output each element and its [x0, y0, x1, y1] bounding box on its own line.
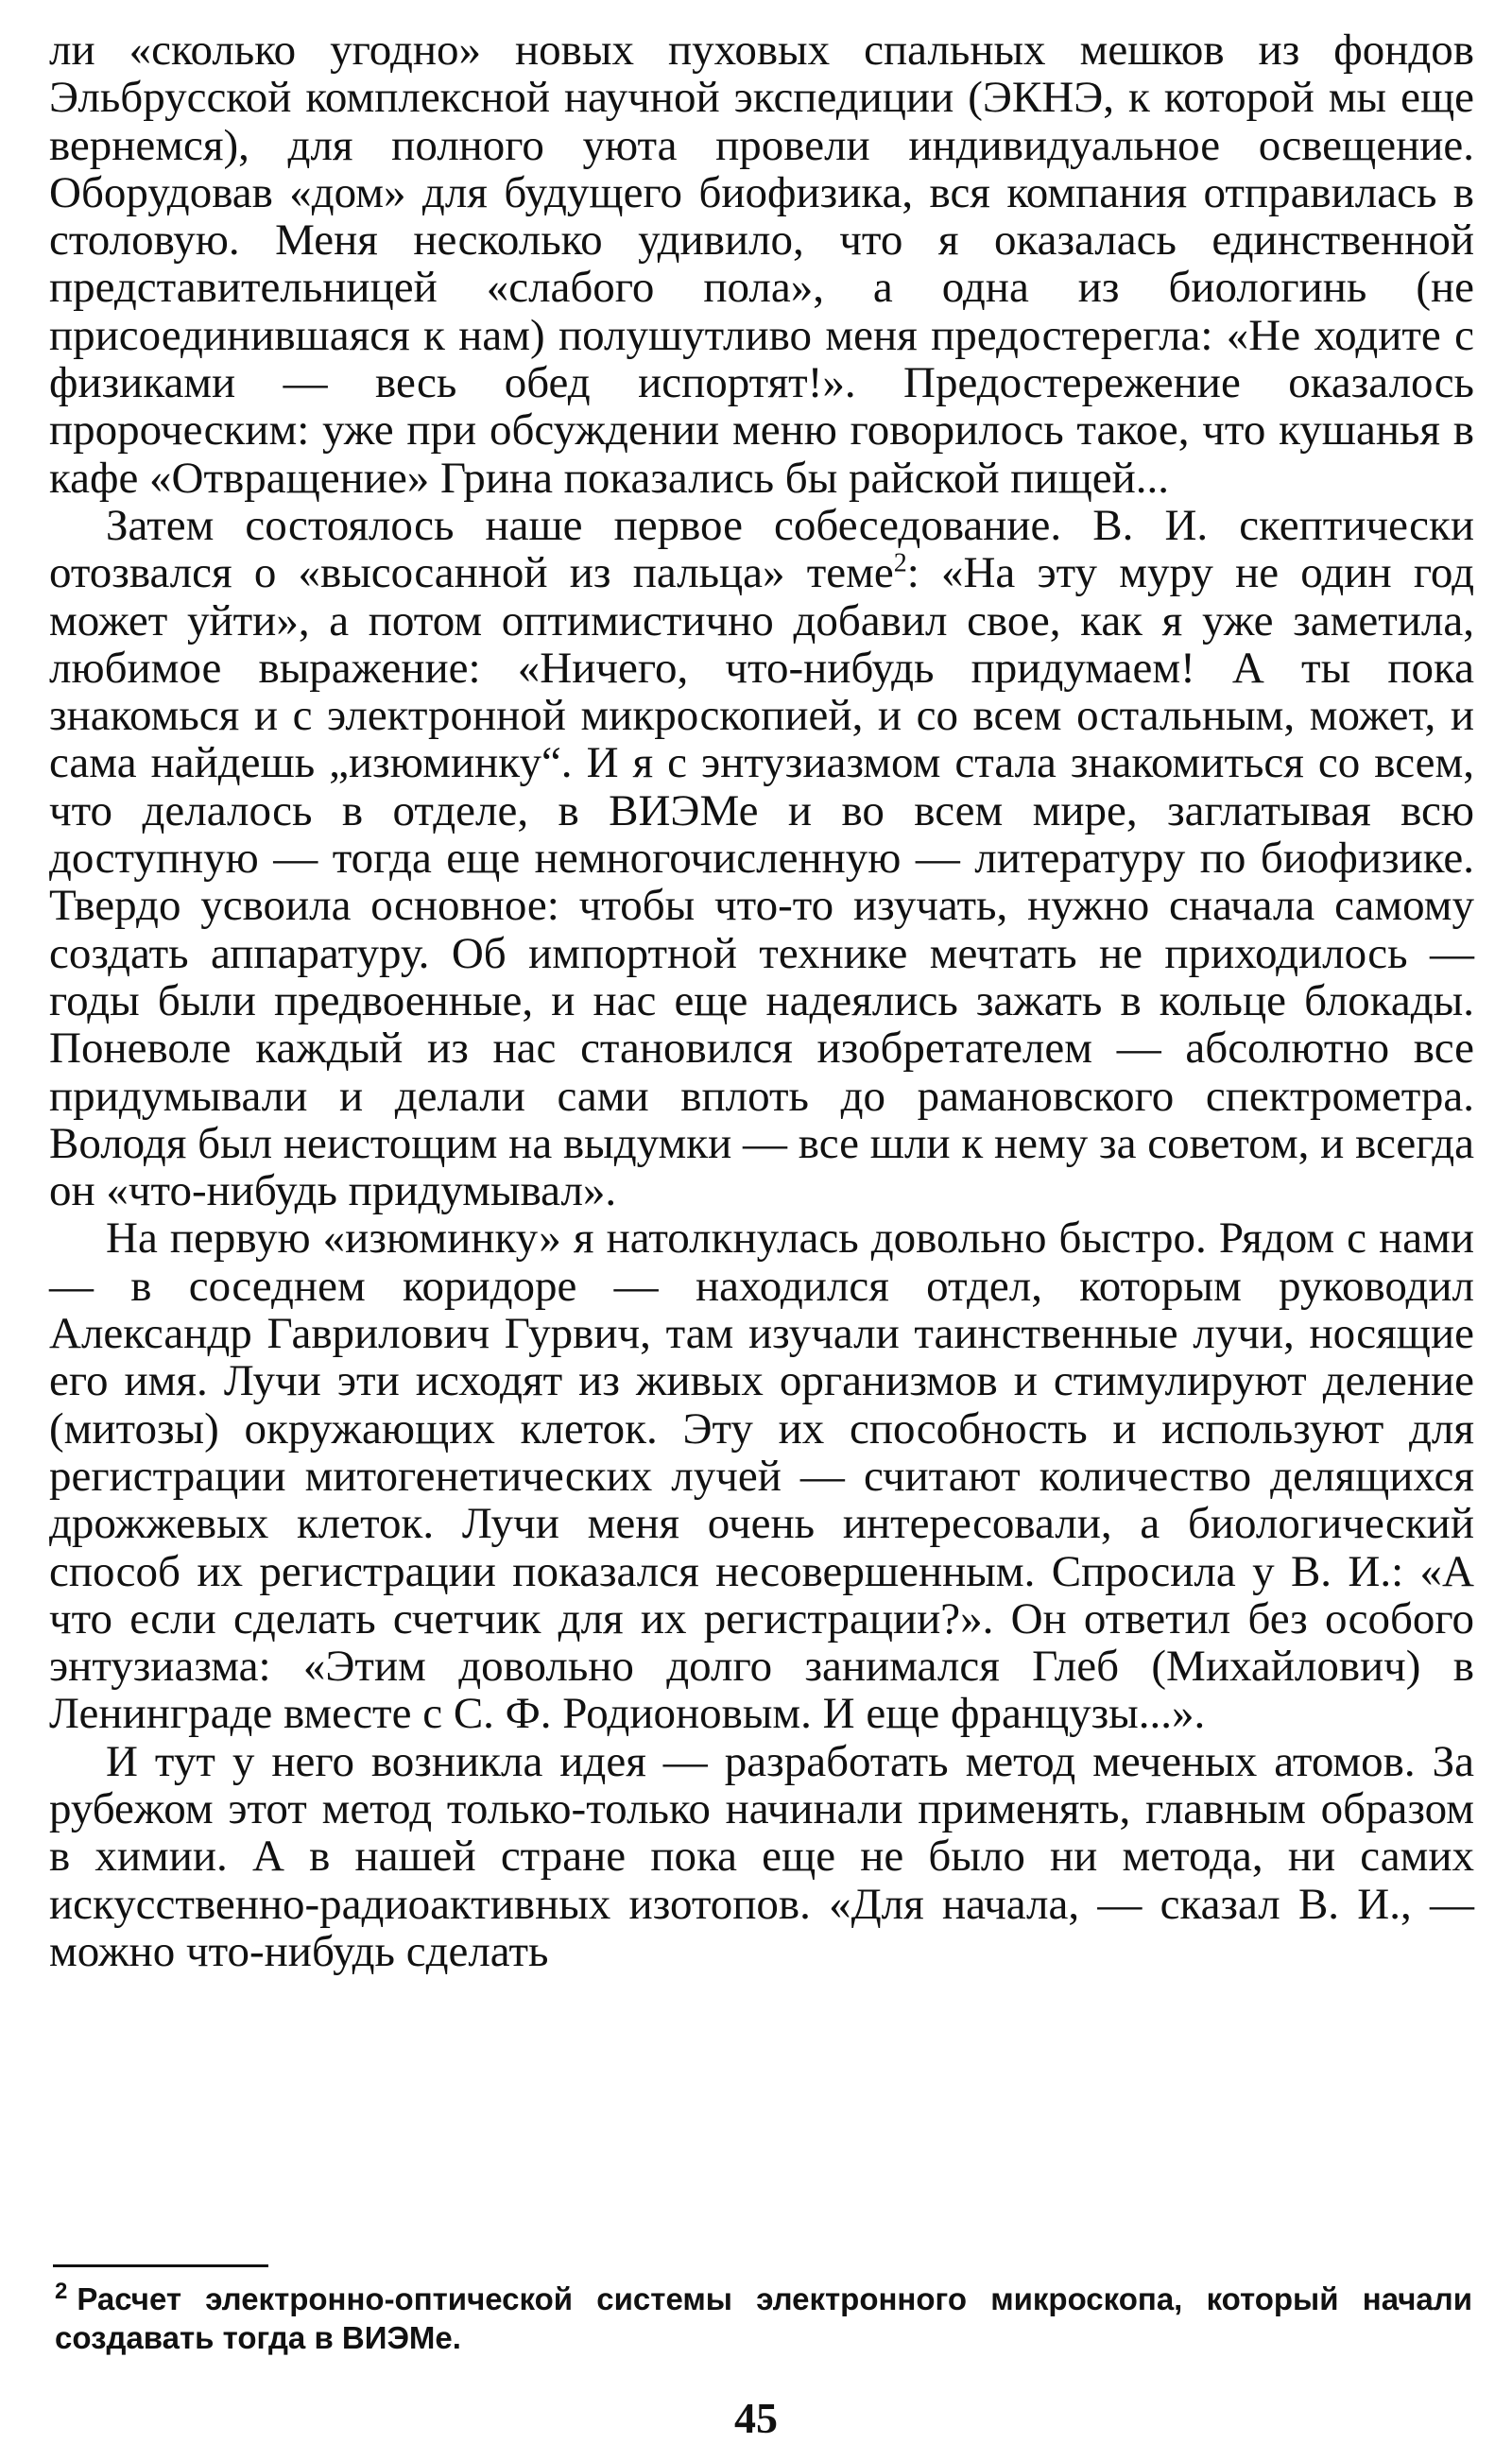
paragraph-1: ли «сколько угодно» новых пуховых спальных мешков из фондов Эльбрусской комплексной научной экспедиции (ЭКНЭ, к которой мы еще вернемся), для полного уюта провели индивидуальное освещение. Оборудовав «дом» для будущего биофизика, вся компания отправилась в столовую. Меня несколько удивило, что я оказалась единственной представительницей «слабого пола», а одна из биологинь (не присоединившаяся к нам) полушутливо меня предостерегла: «Не ходите с физиками — весь обед испортят!». Предостережение оказалось пророческим: уже при обсуждении меню говорилось такое, что кушанья в кафе «Отвращение» Грина показались бы райской пищей... [49, 26, 1474, 503]
main-text [49, 26, 1474, 1975]
paragraph-4: И тут у него возникла идея — разработать метод меченых атомов. За рубежом этот метод только-только начинали применять, главным образом в химии. А в нашей стране пока еще не было ни метода, ни самих искусственно-радиоактивных изотопов. «Для начала, — сказал В. И., — можно что-нибудь сделать [49, 1736, 1474, 1976]
footnote-separator [53, 2264, 268, 2267]
paragraph-3: На первую «изюминку» я натолкнулась довольно быстро. Рядом с нами — в соседнем коридоре — находился отдел, которым руководил Александр Гаврилович Гурвич, там изучали таинственные лучи, носящие его имя. Лучи эти исходят из живых организмов и стимулируют деление (митозы) окружающих клеток. Эту их способность и используют для регистрации митогенетических лучей — считают количество делящихся дрожжевых клеток. Лучи меня очень интересовали, а биологический способ их регистрации показался несовершенным. Спросила у В. И.: «А что если сделать счетчик для их регистрации?». Он ответил без особого энтузиазма: «Этим довольно долго занимался Глеб (Михайлович) в Ленинграде вместе с С. Ф. Родионовым. И еще французы...». [49, 1213, 1474, 1739]
footnote [55, 2280, 1472, 2357]
paragraph-2-text-before-note: Затем состоялось наше первое собеседование. В. И. скептически отозвался о «высосанной из пальца» теме [49, 500, 1474, 598]
paragraph-2-text-after-note: : «На эту муру не один год может уйти», а потом оптимистично добавил свое, как я уже заметила, любимое выражение: «Ничего, что-нибудь придумаем! А ты пока знакомься и с электронной микроскопией, и со всем остальным, может, и сама найдешь „изюминку“. И я с энтузиазмом стала знакомиться со всем, что делалось в отделе, в ВИЭМе и во всем мире, заглатывая всю доступную — тогда еще немногочисленную — литературу по биофизике. Твердо усвоила основное: чтобы что-то изучать, нужно сначала самому создать аппаратуру. Об импортной технике мечтать не приходилось — годы были предвоенные, и нас еще надеялись зажать в кольце блокады. Поневоле каждый из нас становился изобретателем — абсолютно все придумывали и делали сами вплоть до рамановского спектрометра. Володя был неистощим на выдумки — все шли к нему за советом, и всегда он «что-нибудь придумывал». [49, 548, 1474, 1216]
paragraph-2 [49, 502, 1474, 1214]
page-number: 45 [734, 2394, 778, 2442]
footnote-text: Расчет электронно-оптической системы электронного микроскопа, который начали создавать тогда в ВИЭМе. [55, 2281, 1472, 2355]
footnote-mark: 2 [55, 2279, 68, 2304]
footnote-reference[interactable]: 2 [893, 548, 907, 578]
